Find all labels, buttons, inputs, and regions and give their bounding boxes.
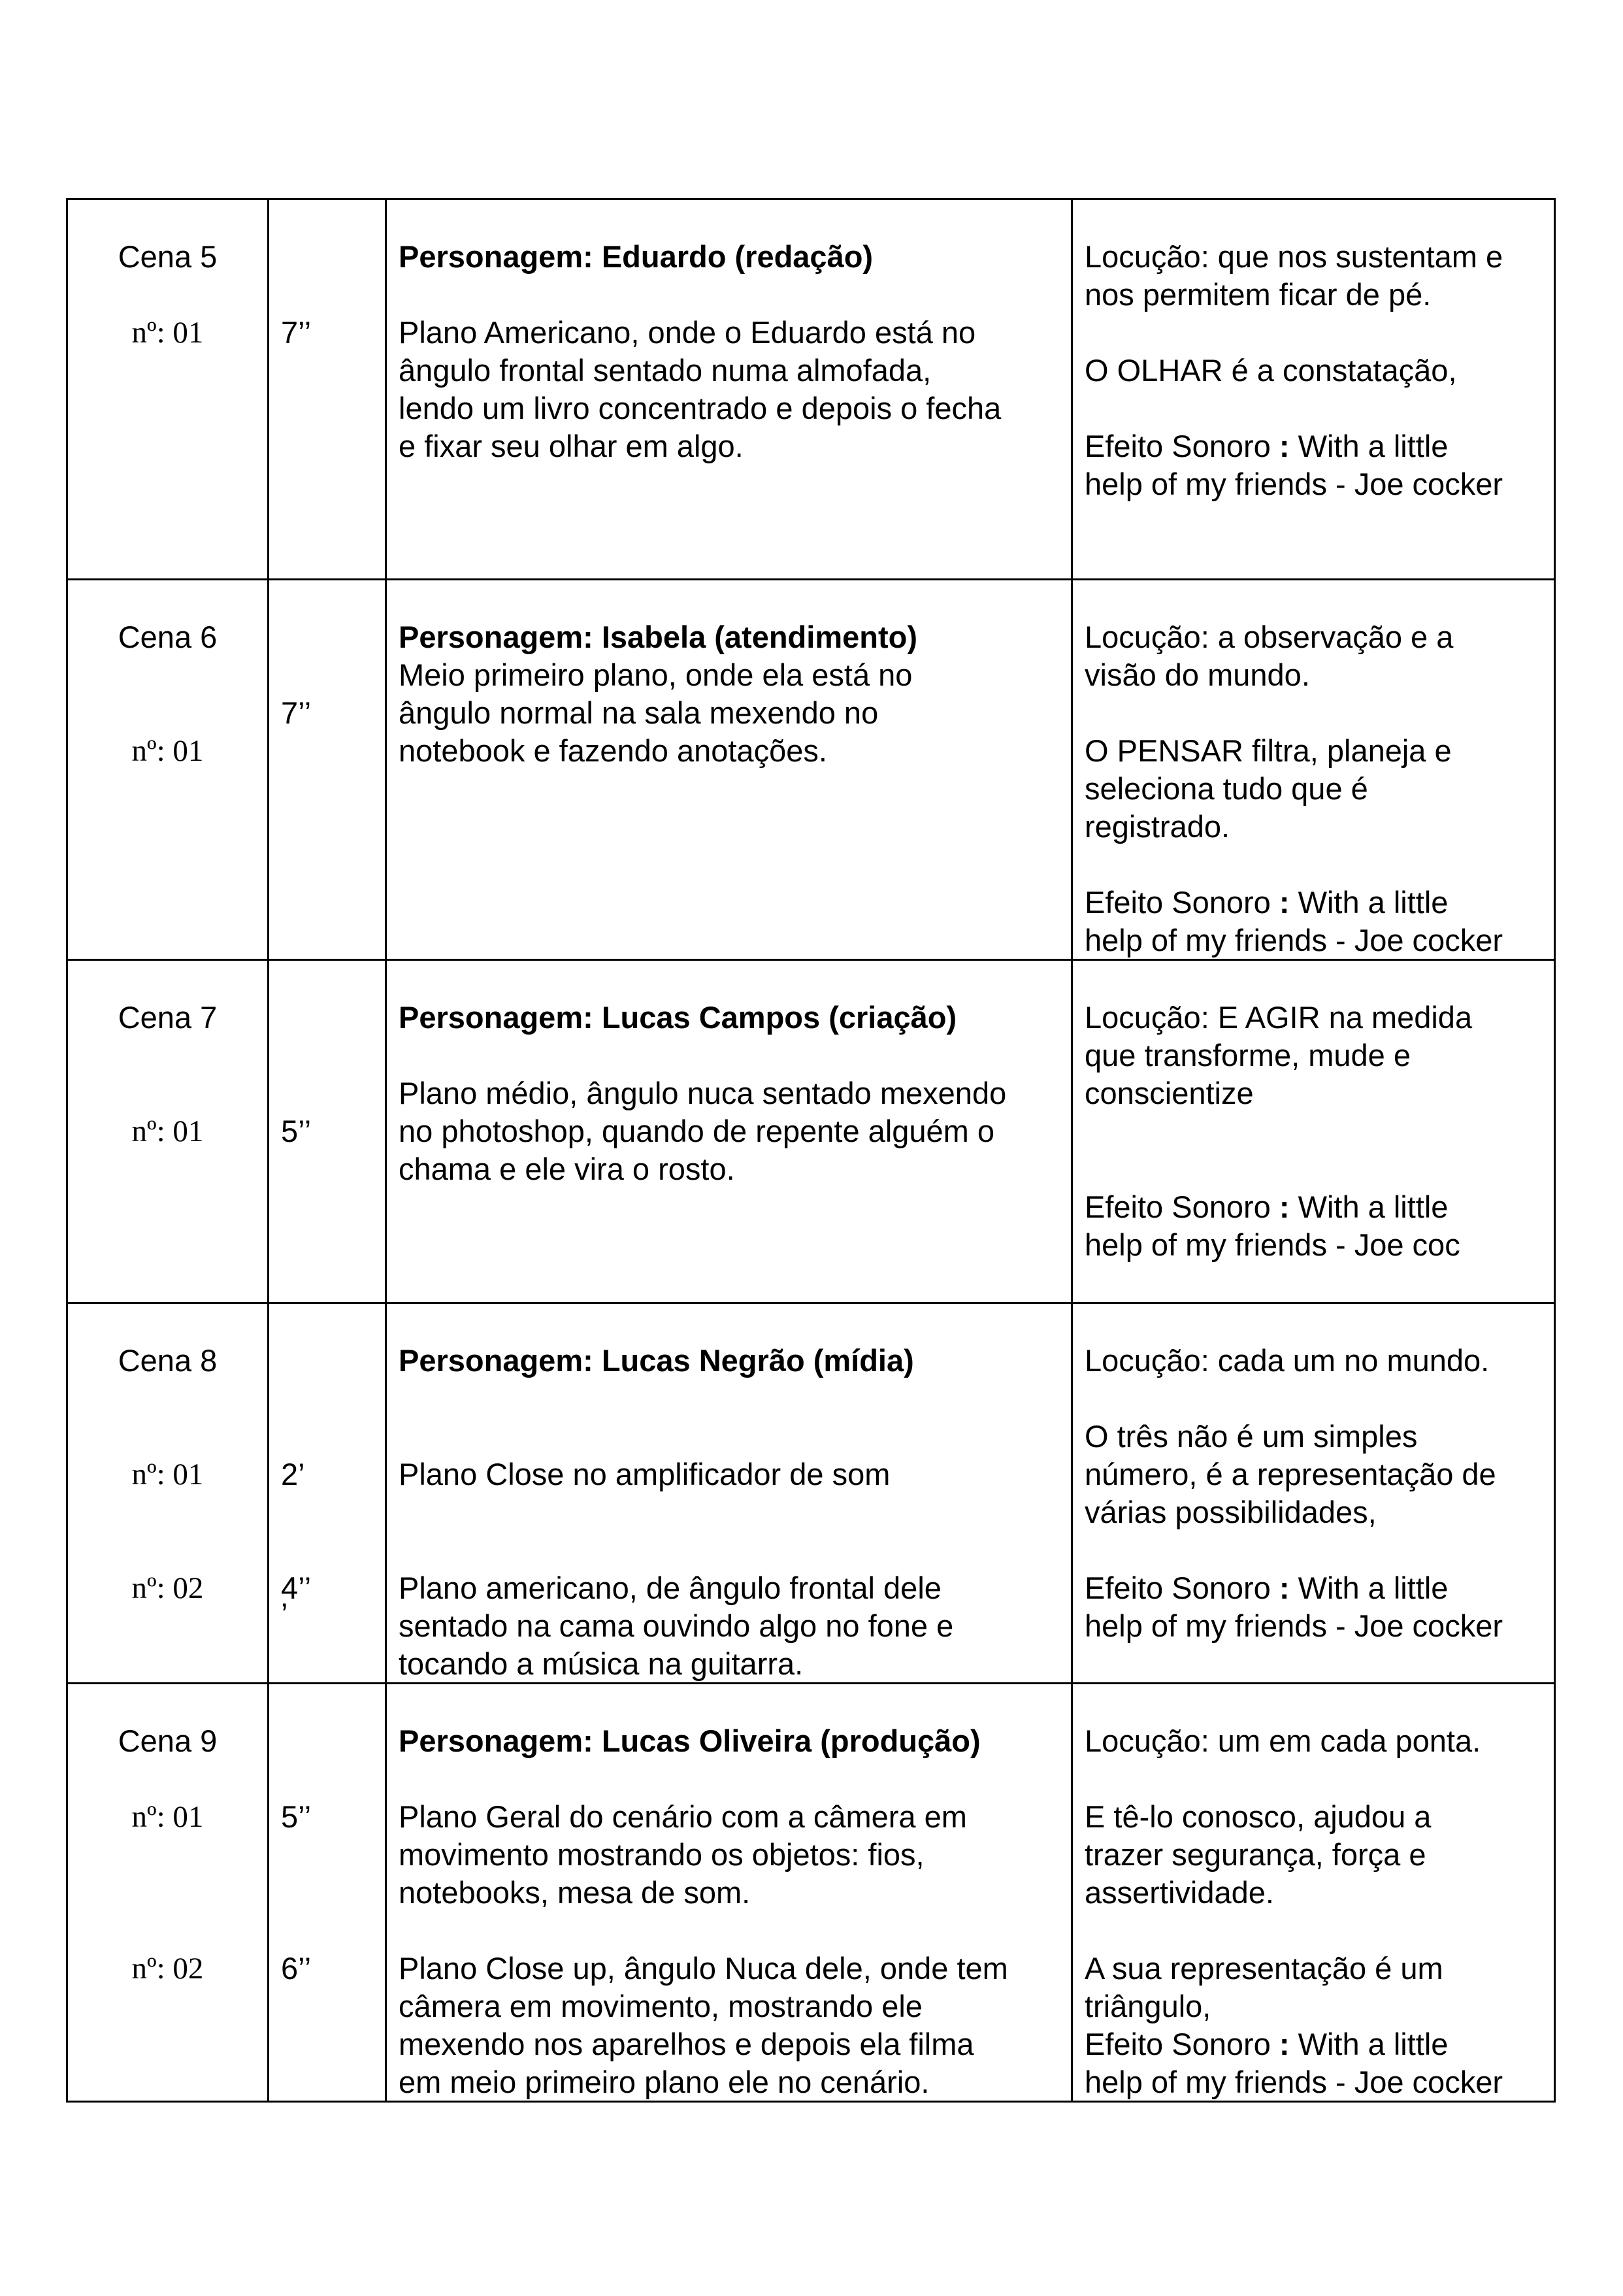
sound-effect-line	[1073, 1569, 1554, 1607]
description-line: Plano Geral do cenário com a câmera em	[399, 1799, 967, 1834]
voiceover-line: Locução: um em cada ponta.	[1085, 1723, 1481, 1758]
sound-effect-line: help of my friends - Joe cocker	[1085, 923, 1503, 957]
audio-cell	[1072, 960, 1555, 1303]
character-heading: Personagem: Lucas Negrão (mídia)	[399, 1343, 914, 1378]
voiceover-line: nos permitem ficar de pé.	[1085, 277, 1432, 312]
description-line: notebook e fazendo anotações.	[399, 733, 827, 768]
shot-number: nº: 02	[131, 1571, 204, 1605]
shot-number: nº: 02	[131, 1952, 204, 1986]
description-line: lendo um livro concentrado e depois o fecha	[399, 391, 1002, 425]
narration-line: E tê-lo conosco, ajudou a	[1085, 1799, 1432, 1834]
voiceover-line: que transforme, mude e	[1085, 1038, 1411, 1073]
sound-effect-label: Efeito Sonoro	[1085, 885, 1271, 920]
sound-effect-separator: :	[1279, 1571, 1290, 1605]
sound-effect-separator: :	[1279, 429, 1290, 463]
shot-duration: 5’’	[281, 1799, 312, 1834]
character-heading: Personagem: Lucas Oliveira (produção)	[399, 1723, 981, 1758]
audio-cell	[1072, 1303, 1555, 1684]
shot-duration: 2’	[281, 1457, 305, 1491]
narration-line: O OLHAR é a constatação,	[1085, 353, 1457, 388]
narration-line: número, é a representação de	[1085, 1457, 1496, 1491]
narration-line: O três não é um simples	[1085, 1419, 1418, 1454]
sound-effect-title: With a little	[1298, 1571, 1449, 1605]
shot-duration-overflow: ’	[281, 1597, 288, 1631]
scene-row-8	[67, 1303, 1555, 1684]
sound-effect-separator: :	[1279, 2027, 1290, 2061]
sound-effect-label: Efeito Sonoro	[1085, 2027, 1271, 2061]
audio-cell	[1072, 580, 1555, 960]
description-line: chama e ele vira o rosto.	[399, 1152, 735, 1186]
scene-row-9	[67, 1684, 1555, 2102]
sound-effect-label: Efeito Sonoro	[1085, 1190, 1271, 1224]
voiceover-line: Locução: a observação e a	[1085, 620, 1454, 654]
scene-label: Cena 5	[118, 239, 218, 274]
script-table	[66, 198, 1556, 2103]
sound-effect-line: help of my friends - Joe cocker	[1085, 2065, 1503, 2099]
scene-row-6	[67, 580, 1555, 960]
description-line: Meio primeiro plano, onde ela está no	[399, 657, 913, 692]
duration-cell	[269, 580, 386, 960]
shot-duration: 7’’	[281, 695, 312, 730]
shot-duration: 6’’	[281, 1951, 312, 1986]
description-cell	[386, 1684, 1072, 2102]
character-heading: Personagem: Lucas Campos (criação)	[399, 1000, 957, 1035]
description-cell	[386, 1303, 1072, 1684]
description-line: Plano Close up, ângulo Nuca dele, onde tem	[399, 1951, 1008, 1986]
description-line: Plano americano, de ângulo frontal dele	[399, 1571, 942, 1605]
sound-effect-title: With a little	[1298, 429, 1449, 463]
sound-effect-line	[1073, 1188, 1554, 1226]
narration-line: registrado.	[1085, 809, 1230, 844]
description-line: Plano Close no amplificador de som	[399, 1457, 891, 1491]
shot-number: nº: 01	[131, 316, 204, 350]
scene-cell	[67, 199, 269, 580]
audio-cell	[1072, 1684, 1555, 2102]
description-line: sentado na cama ouvindo algo no fone e	[399, 1608, 954, 1643]
scene-row-5	[67, 199, 1555, 580]
sound-effect-line: help of my friends - Joe coc	[1085, 1227, 1460, 1262]
scene-label: Cena 9	[118, 1723, 218, 1758]
character-heading: Personagem: Isabela (atendimento)	[399, 620, 917, 654]
narration-line: O PENSAR filtra, planeja e	[1085, 733, 1452, 768]
scene-label: Cena 6	[118, 620, 218, 654]
shot-number: nº: 01	[131, 1114, 204, 1148]
sound-effect-line	[1073, 427, 1554, 465]
narration-line: várias possibilidades,	[1085, 1495, 1377, 1529]
sound-effect-title: With a little	[1298, 1190, 1449, 1224]
scene-cell	[67, 960, 269, 1303]
sound-effect-line: help of my friends - Joe cocker	[1085, 467, 1503, 501]
narration-line: triângulo,	[1085, 1989, 1211, 2023]
description-cell	[386, 960, 1072, 1303]
voiceover-line: visão do mundo.	[1085, 657, 1310, 692]
shot-number: nº: 01	[131, 734, 204, 768]
sound-effect-separator: :	[1279, 885, 1290, 920]
sound-effect-line	[1073, 2025, 1554, 2063]
narration-line: assertividade.	[1085, 1875, 1274, 1910]
voiceover-line: Locução: que nos sustentam e	[1085, 239, 1503, 274]
description-cell	[386, 199, 1072, 580]
description-line: câmera em movimento, mostrando ele	[399, 1989, 923, 2023]
narration-line: trazer segurança, força e	[1085, 1837, 1426, 1872]
description-line: mexendo nos aparelhos e depois ela filma	[399, 2027, 974, 2061]
scene-cell	[67, 580, 269, 960]
sound-effect-title: With a little	[1298, 2027, 1449, 2061]
shot-duration: 4’’	[281, 1571, 312, 1605]
sound-effect-line	[1073, 884, 1554, 922]
sound-effect-line: help of my friends - Joe cocker	[1085, 1608, 1503, 1643]
duration-cell	[269, 960, 386, 1303]
description-line: e fixar seu olhar em algo.	[399, 429, 744, 463]
sound-effect-label: Efeito Sonoro	[1085, 1571, 1271, 1605]
narration-line: seleciona tudo que é	[1085, 771, 1368, 806]
narration-line: A sua representação é um	[1085, 1951, 1443, 1986]
voiceover-line: conscientize	[1085, 1076, 1254, 1110]
scene-label: Cena 8	[118, 1343, 218, 1378]
sound-effect-separator: :	[1279, 1190, 1290, 1224]
description-line: ângulo frontal sentado numa almofada,	[399, 353, 932, 388]
duration-cell	[269, 199, 386, 580]
description-line: em meio primeiro plano ele no cenário.	[399, 2065, 930, 2099]
description-line: movimento mostrando os objetos: fios,	[399, 1837, 925, 1872]
description-line: Plano médio, ângulo nuca sentado mexendo	[399, 1076, 1007, 1110]
audio-cell	[1072, 199, 1555, 580]
shot-duration: 7’’	[281, 315, 312, 350]
scene-cell	[67, 1303, 269, 1684]
voiceover-line: Locução: E AGIR na medida	[1085, 1000, 1473, 1035]
shot-number: nº: 01	[131, 1457, 204, 1491]
description-line: notebooks, mesa de som.	[399, 1875, 751, 1910]
shot-duration: 5’’	[281, 1114, 312, 1148]
description-line: Plano Americano, onde o Eduardo está no	[399, 315, 976, 350]
voiceover-line: Locução: cada um no mundo.	[1085, 1343, 1490, 1378]
scene-cell	[67, 1684, 269, 2102]
shot-number: nº: 01	[131, 1800, 204, 1834]
sound-effect-title: With a little	[1298, 885, 1449, 920]
scene-row-7	[67, 960, 1555, 1303]
description-cell	[386, 580, 1072, 960]
character-heading: Personagem: Eduardo (redação)	[399, 239, 874, 274]
description-line: no photoshop, quando de repente alguém o	[399, 1114, 995, 1148]
scene-label: Cena 7	[118, 1000, 218, 1035]
duration-cell	[269, 1684, 386, 2102]
description-line: ângulo normal na sala mexendo no	[399, 695, 879, 730]
duration-cell	[269, 1303, 386, 1684]
description-line: tocando a música na guitarra.	[399, 1646, 804, 1681]
sound-effect-label: Efeito Sonoro	[1085, 429, 1271, 463]
